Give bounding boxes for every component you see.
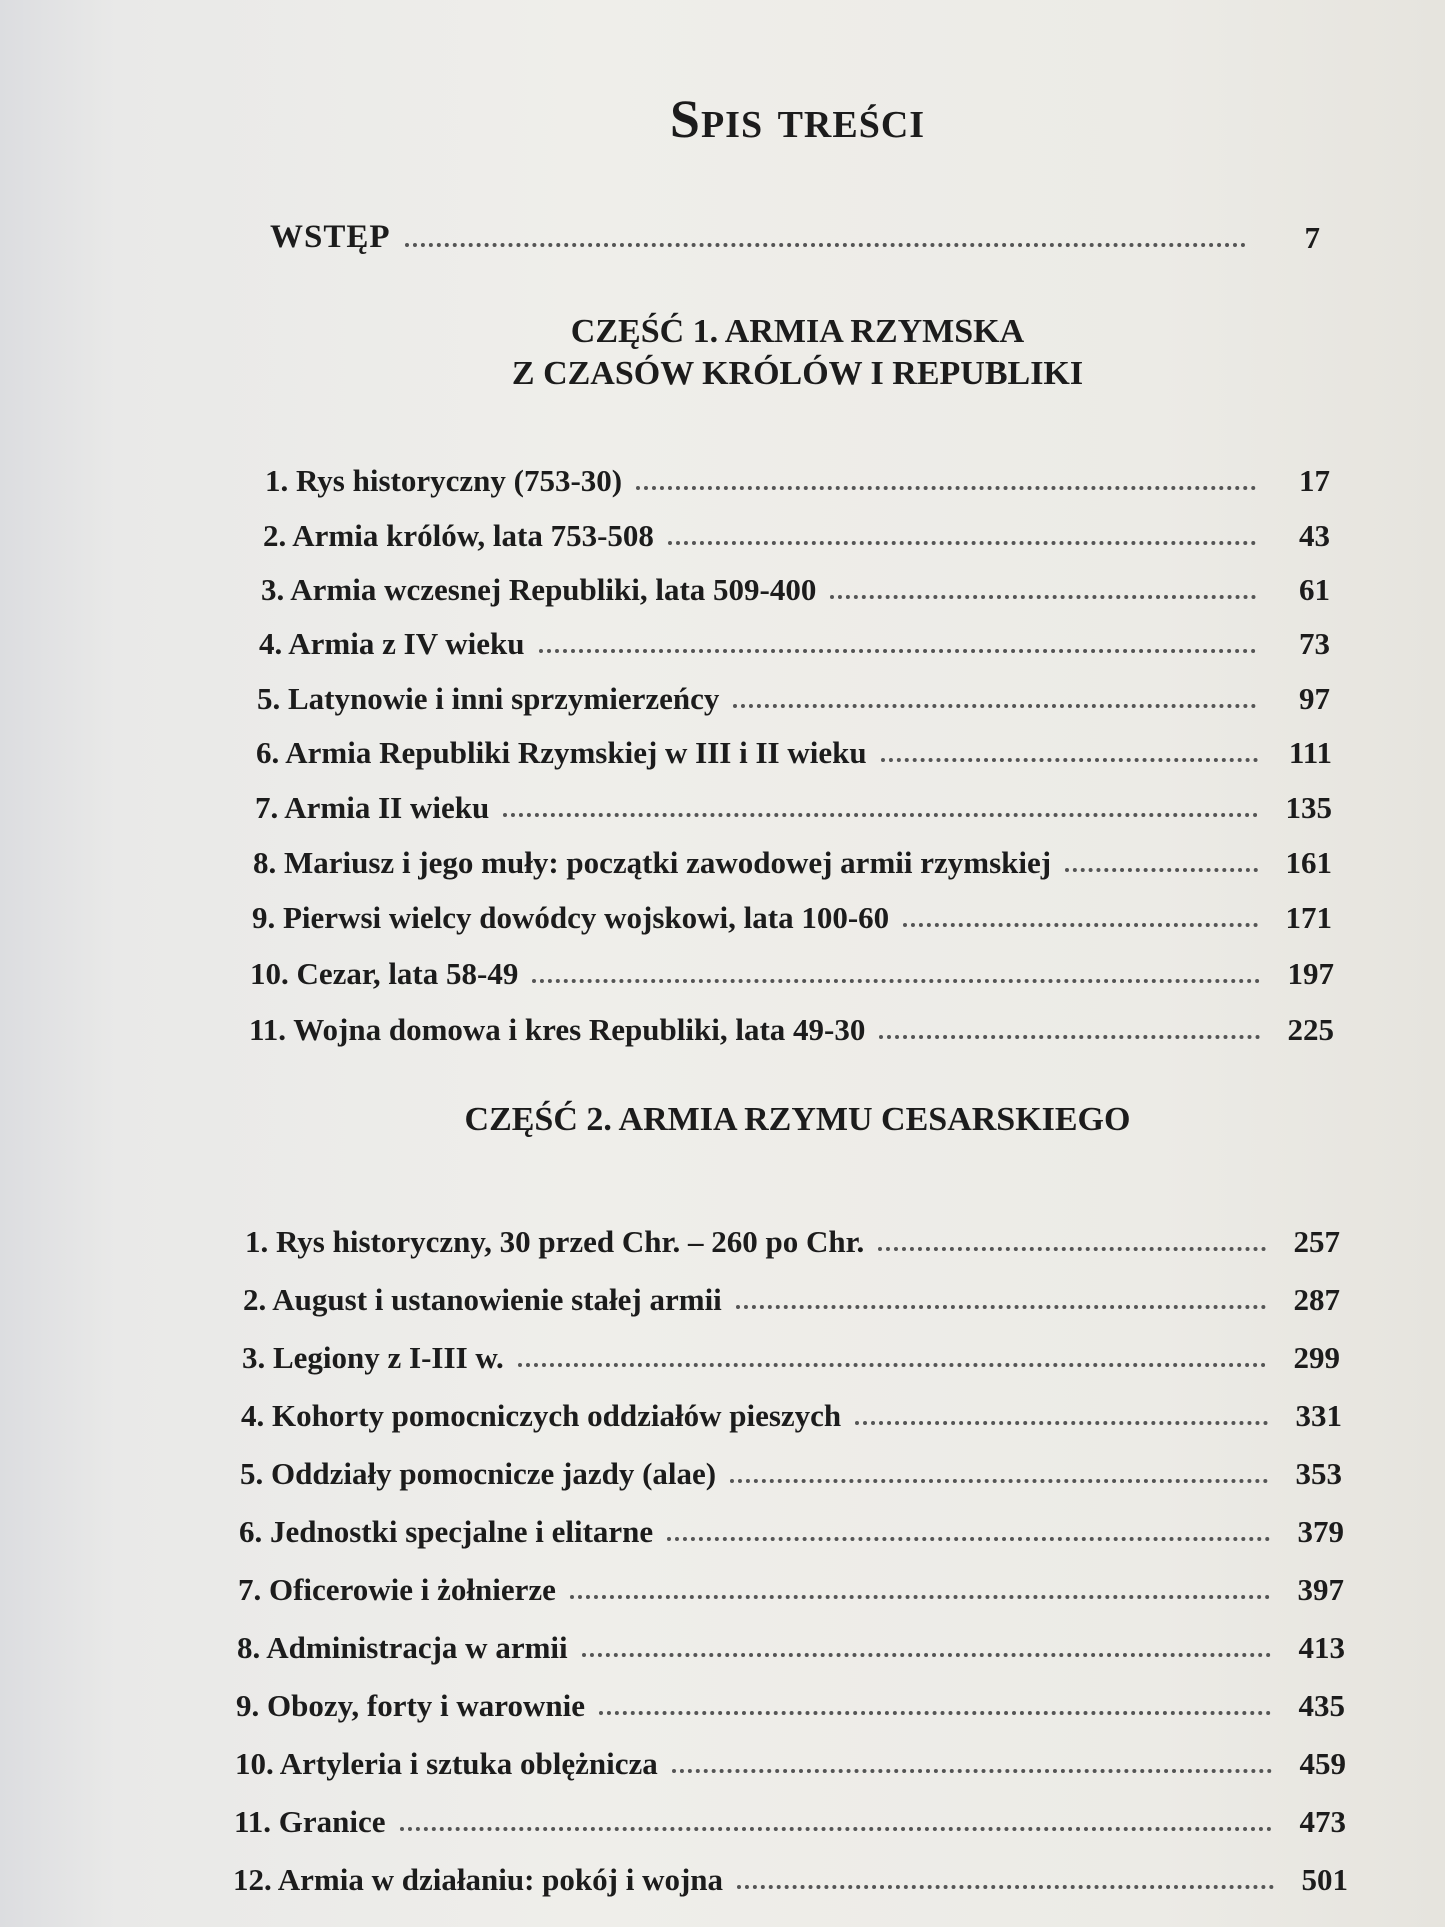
dot-leader xyxy=(879,1035,1260,1039)
toc-entry-page: 73 xyxy=(1299,626,1330,661)
dot-leader xyxy=(405,243,1246,247)
toc-entry xyxy=(236,1680,1345,1724)
toc-entry-page: 197 xyxy=(1287,956,1334,991)
toc-entry-label: 1. Rys historyczny (753-30) xyxy=(265,463,623,498)
dot-leader xyxy=(1065,868,1258,872)
toc-entry xyxy=(249,1004,1334,1048)
toc-entry-page: 171 xyxy=(1285,900,1332,935)
toc-entry xyxy=(238,1564,1344,1608)
dot-leader xyxy=(532,979,1260,983)
toc-entry xyxy=(242,1332,1340,1376)
toc-entry xyxy=(253,837,1332,881)
toc-entry-page: 435 xyxy=(1298,1688,1345,1723)
toc-entry-page: 135 xyxy=(1285,790,1332,825)
toc-entry-label: 10. Artyleria i sztuka oblężnicza xyxy=(235,1746,658,1781)
toc-entry-page: 353 xyxy=(1295,1456,1342,1491)
toc-entry-label: 3. Armia wczesnej Republiki, lata 509-400 xyxy=(261,572,817,607)
dot-leader xyxy=(736,1305,1266,1309)
toc-entry-page: 161 xyxy=(1285,845,1332,880)
toc-entry-page: 501 xyxy=(1301,1862,1348,1897)
toc-entry-label: 4. Kohorty pomocniczych oddziałów pieszych xyxy=(241,1398,842,1433)
dot-leader xyxy=(855,1421,1268,1425)
toc-entry-page: 225 xyxy=(1287,1012,1334,1047)
dot-leader xyxy=(737,1885,1274,1889)
toc-entry-label: 4. Armia z IV wieku xyxy=(259,626,525,661)
toc-entry xyxy=(257,673,1330,717)
toc-entry-label: 7. Armia II wieku xyxy=(255,790,490,825)
toc-entry xyxy=(240,1448,1342,1492)
toc-entry-page: 379 xyxy=(1297,1514,1344,1549)
toc-entry xyxy=(263,510,1330,554)
dot-leader xyxy=(503,813,1258,817)
toc-entry-label: 6. Jednostki specjalne i elitarne xyxy=(239,1514,654,1549)
dot-leader xyxy=(668,541,1256,545)
toc-entry-page: 17 xyxy=(1299,463,1330,498)
toc-entry-label: 2. August i ustanowienie stałej armii xyxy=(243,1282,722,1317)
dot-leader xyxy=(878,1247,1266,1251)
toc-entry-label: 9. Pierwsi wielcy dowódcy wojskowi, lata 100-60 xyxy=(252,900,890,935)
toc-entry xyxy=(259,618,1330,662)
toc-entry-label: 3. Legiony z I-III w. xyxy=(242,1340,504,1375)
toc-entry xyxy=(256,727,1332,771)
toc-entry xyxy=(252,892,1332,936)
toc-entry-label: 12. Armia w działaniu: pokój i wojna xyxy=(233,1862,724,1897)
page-title: Spis treści xyxy=(669,89,926,149)
dot-leader xyxy=(400,1827,1272,1831)
toc-entry-label-text: 5. Oddziały pomocnicze jazdy (alae) xyxy=(240,1456,717,1491)
dot-leader xyxy=(672,1769,1272,1773)
toc-entry-label: 10. Cezar, lata 58-49 xyxy=(250,956,519,991)
toc-entry-label: 1. Rys historyczny, 30 przed Chr. – 260 po Chr. xyxy=(245,1224,865,1259)
dot-leader xyxy=(830,595,1256,599)
toc-entry xyxy=(234,1796,1346,1840)
toc-entry-page: 287 xyxy=(1293,1282,1340,1317)
dot-leader xyxy=(730,1479,1268,1483)
toc-entry-page: 97 xyxy=(1299,681,1330,716)
dot-leader xyxy=(570,1595,1270,1599)
toc-entry-label: 11. Wojna domowa i kres Republiki, lata 49-30 xyxy=(249,1012,866,1047)
toc-entry-label: 7. Oficerowie i żołnierze xyxy=(238,1572,556,1607)
toc-entry xyxy=(233,1854,1348,1898)
toc-entry-page: 111 xyxy=(1288,735,1332,770)
toc-entry-label: WSTĘP xyxy=(270,219,391,255)
toc-entry-page: 397 xyxy=(1297,1572,1344,1607)
toc-entry xyxy=(243,1274,1340,1318)
part1-heading-line2: Z CZASÓW KRÓLÓW I REPUBLIKI xyxy=(511,355,1084,392)
dot-leader xyxy=(636,486,1256,490)
toc-entry xyxy=(237,1622,1345,1666)
toc-entry-label: 8. Administracja w armii xyxy=(237,1630,568,1665)
toc-entry-intro xyxy=(270,212,1320,256)
dot-leader xyxy=(599,1711,1271,1715)
toc-entry xyxy=(241,1390,1342,1434)
toc-entry xyxy=(255,782,1332,826)
toc-entry-label: 5. Latynowie i inni sprzymierzeńcy xyxy=(257,681,720,716)
toc-entry-page: 43 xyxy=(1299,518,1330,553)
toc-entry-label: 8. Mariusz i jego muły: początki zawodowej armii rzymskiej xyxy=(253,845,1052,880)
toc-entry xyxy=(235,1738,1346,1782)
toc-entry-label: 9. Obozy, forty i warownie xyxy=(236,1688,586,1723)
dot-leader xyxy=(582,1653,1271,1657)
toc-entry-page: 413 xyxy=(1298,1630,1345,1665)
dot-leader xyxy=(733,704,1256,708)
toc-entry-page: 459 xyxy=(1299,1746,1346,1781)
dot-leader xyxy=(881,758,1258,762)
toc-entry-label xyxy=(240,1456,716,1492)
toc-entry-label: 2. Armia królów, lata 753-508 xyxy=(263,518,654,553)
toc-entry-page: 299 xyxy=(1293,1340,1340,1375)
part2-heading: CZĘŚĆ 2. ARMIA RZYMU CESARSKIEGO xyxy=(464,1101,1131,1138)
toc-entry-page: 331 xyxy=(1295,1398,1342,1433)
toc-entry xyxy=(239,1506,1344,1550)
toc-entry xyxy=(265,455,1330,499)
dot-leader xyxy=(518,1363,1266,1367)
toc-entry-page: 473 xyxy=(1299,1804,1346,1839)
dot-leader xyxy=(667,1537,1270,1541)
toc-entry-label: 6. Armia Republiki Rzymskiej w III i II wieku xyxy=(256,735,867,770)
part1-heading-line1: CZĘŚĆ 1. ARMIA RZYMSKA xyxy=(570,313,1025,350)
dot-leader xyxy=(539,649,1256,653)
dot-leader xyxy=(903,923,1258,927)
toc-entry-page: 61 xyxy=(1299,572,1330,607)
toc-entry-page: 7 xyxy=(1304,220,1320,255)
toc-entry xyxy=(261,564,1330,608)
toc-entry-page: 257 xyxy=(1293,1224,1340,1259)
toc-entry xyxy=(250,948,1334,992)
toc-entry-label: 11. Granice xyxy=(234,1804,386,1839)
toc-entry xyxy=(245,1216,1340,1260)
